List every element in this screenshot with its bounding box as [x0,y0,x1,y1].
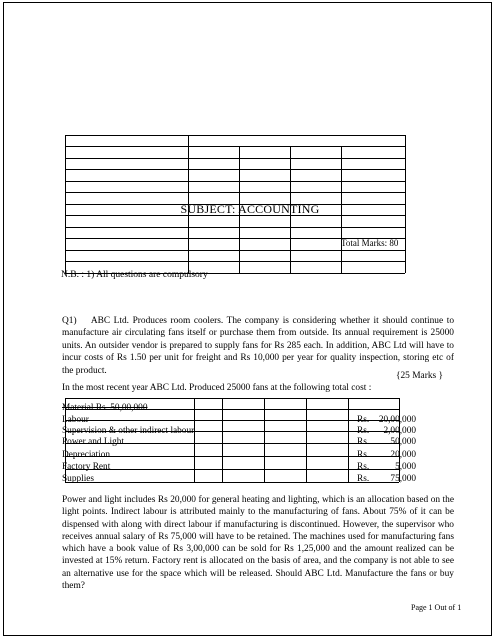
cost-rs-factory-rent: Rs. [357,462,370,472]
page-footer: Page 1 Out of 1 [411,603,462,612]
cost-label-supplies: Supplies [62,474,95,484]
question-text: ABC Ltd. Produces room coolers. The company is considering whether it should continue to manufacture air circulating fans itself or purchase them from outside. Its annual requirement is 25000 units. An outsider vendor is prepared to supply fans for Rs 285 each. In addition, ABC Ltd will have to incur costs of Rs 1.50 per unit for freight and Rs 10,000 per year for quality inspection, storing etc of the product. [62,316,455,376]
cost-amount-supplies: 75,000 [390,474,416,484]
cost-amount-supervision: 2,00,000 [383,426,416,436]
cost-label-depreciation: Depreciation [62,450,111,460]
question-paragraph [62,315,454,377]
explanation-paragraph: Power and light includes Rs 20,000 for general heating and lighting, which is an allocation based on the light points. Indirect labour is attributed mainly to the manufacturing of fans. About 75% of it can be dispensed with along with direct labour if manufacturing is discontinued. However, the supervisor who receives annual salary of Rs 75,000 will have to be retained. The machines used for manufacturing fans which have a book value of Rs 3,00,000 can be sold for Rs 1,25,000 and the amount realized can be invested at 15% return. Factory rent is allocated on the basis of area, and the company is not able to see an alternative use for the space which will be released. Should ABC Ltd. Manufacture the fans or buy them? [62,495,454,592]
cost-amount-depreciation: 20,000 [390,450,416,460]
cost-label-supervision: Supervision & other indirect labour [62,426,195,436]
cost-label-factory-rent: Factory Rent [62,462,111,472]
cost-amount-labour: 20,00,000 [378,415,416,425]
cost-amount-factory-rent: 5,000 [395,462,416,472]
cost-label-material: Material Rs. 50,00,000 [62,403,148,413]
question-marks: {25 Marks } [396,371,444,381]
recent-year-line: In the most recent year ABC Ltd. Produced 25000 fans at the following total cost : [62,383,372,393]
cost-rs-labour: Rs. [357,415,370,425]
cost-rs-power-light: Rs. [357,437,370,447]
nb-note: N.B. : 1) All questions are compulsory [61,270,208,280]
cost-rs-depreciation: Rs. [357,450,370,460]
cost-label-power-light: Power and Light [62,437,124,447]
cost-rs-supervision: Rs. [357,426,370,436]
cost-label-labour: Labour [62,415,89,425]
cost-rs-supplies: Rs. [357,474,370,484]
subject-title: SUBJECT: ACCOUNTING [180,202,320,216]
cost-amount-power-light: 50,000 [390,437,416,447]
question-label: Q1) [62,316,77,326]
total-marks: Total Marks: 80 [341,238,399,248]
